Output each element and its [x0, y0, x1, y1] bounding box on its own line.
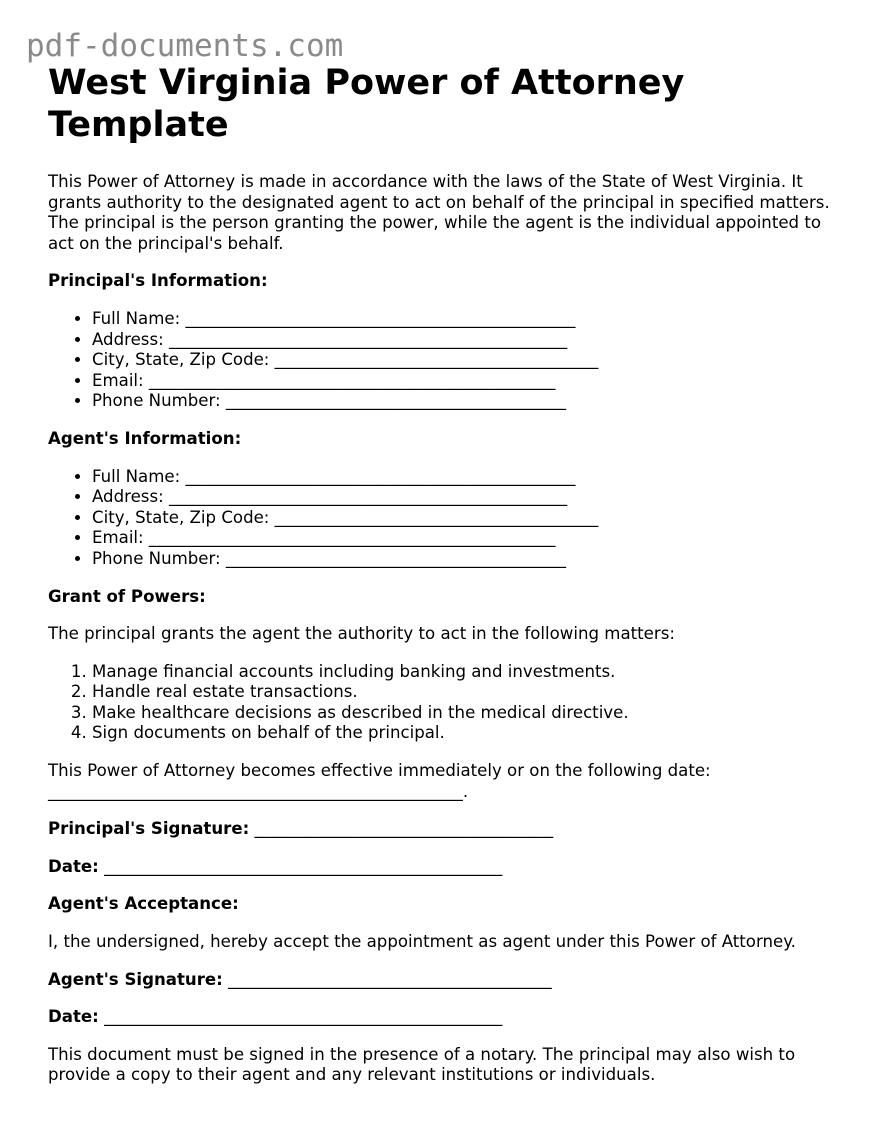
agent-signature-line	[48, 970, 848, 991]
page-title: West Virginia Power of Attorney Template	[48, 63, 685, 145]
intro-paragraph: This Power of Attorney is made in accordance with the laws of the State of West Virginia. It grants authority to the designated agent to act on behalf of the principal in specified matters. The principal is the person granting the power, while the agent is the individual appointed to act on the principal's behalf.	[48, 172, 830, 253]
agent-date-blank: ________________________________________________	[104, 1007, 503, 1027]
principal-signature-label: Principal's Signature:	[48, 819, 250, 839]
agent-city-state-zip-field: • City, State, Zip Code: _______________________________________	[92, 508, 848, 529]
grant-item: 1. Manage financial accounts including banking and investments.	[92, 662, 848, 683]
grant-item: 2. Handle real estate transactions.	[92, 682, 848, 703]
watermark: pdf-documents.com	[26, 28, 344, 64]
principal-signature-line	[48, 819, 848, 840]
principal-address-field: • Address: ________________________________________________	[92, 330, 848, 351]
agent-date-line	[48, 1007, 848, 1028]
agent-signature-label: Agent's Signature:	[48, 969, 223, 989]
agent-address-field: • Address: ________________________________________________	[92, 487, 848, 508]
agent-acceptance-text: I, the undersigned, hereby accept the appointment as agent under this Power of Attorney.	[48, 932, 796, 952]
principal-info-heading: Principal's Information:	[48, 271, 268, 291]
grant-heading: Grant of Powers:	[48, 586, 206, 606]
agent-acceptance-heading: Agent's Acceptance:	[48, 894, 239, 914]
grant-item: 3. Make healthcare decisions as described in the medical directive.	[92, 703, 848, 724]
agent-full-name-field: • Full Name: _______________________________________________	[92, 467, 848, 488]
agent-info-list	[48, 467, 848, 570]
grant-lead: The principal grants the agent the authority to act in the following matters:	[48, 624, 675, 644]
principal-phone-field: • Phone Number: _________________________________________	[92, 391, 848, 412]
agent-phone-field: • Phone Number: _________________________________________	[92, 549, 848, 570]
agent-info-heading: Agent's Information:	[48, 428, 242, 448]
principal-info-list	[48, 309, 848, 412]
principal-date-label: Date:	[48, 856, 99, 876]
document-body	[48, 62, 848, 1086]
closing-paragraph: This document must be signed in the presence of a notary. The principal may also wish to provide a copy to their agent and any relevant institutions or individuals.	[48, 1044, 796, 1085]
principal-city-state-zip-field: • City, State, Zip Code: _______________________________________	[92, 350, 848, 371]
principal-email-field: • Email: _________________________________________________	[92, 371, 848, 392]
effective-date-paragraph: This Power of Attorney becomes effective immediately or on the following date: __________________________________________________.	[48, 761, 711, 801]
principal-date-line	[48, 857, 848, 878]
agent-date-label: Date:	[48, 1007, 99, 1027]
principal-date-blank: ________________________________________________	[104, 856, 503, 876]
principal-signature-blank: ____________________________________	[254, 819, 554, 839]
principal-full-name-field: • Full Name: _______________________________________________	[92, 309, 848, 330]
grant-powers-list	[48, 662, 848, 744]
agent-signature-blank: _______________________________________	[228, 969, 552, 989]
grant-item: 4. Sign documents on behalf of the principal.	[92, 723, 848, 744]
agent-email-field: • Email: _________________________________________________	[92, 528, 848, 549]
